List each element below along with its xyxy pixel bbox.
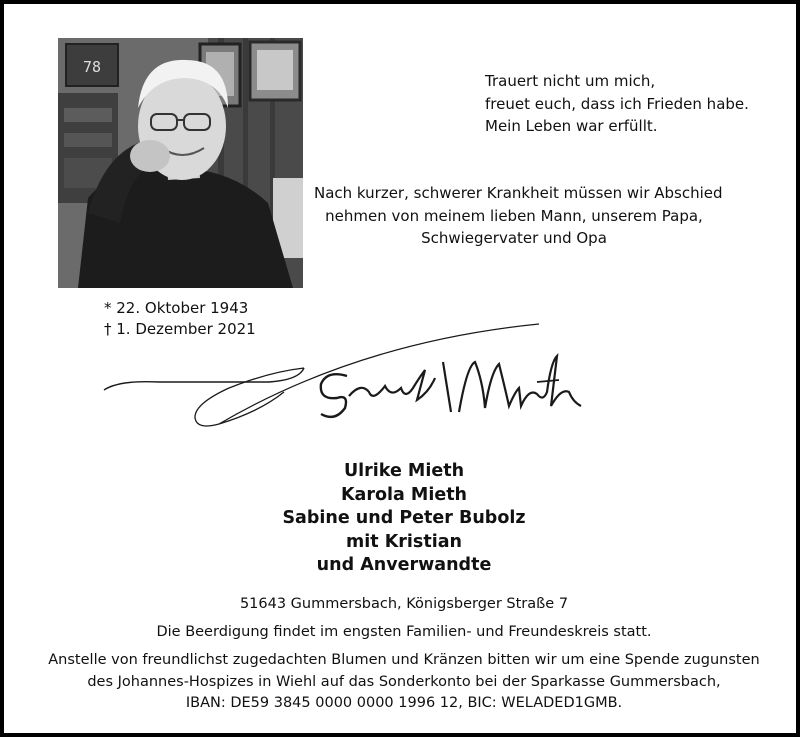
mourner-name: Sabine und Peter Bubolz [282, 508, 526, 528]
poem-line: Trauert nicht um mich, [485, 72, 656, 90]
birth-date: * 22. Oktober 1943 [104, 299, 249, 317]
announcement-text [314, 182, 723, 250]
poem-line: freuet euch, dass ich Frieden habe. [485, 94, 749, 113]
announcement-line: Schwiegervater und Opa [421, 229, 607, 247]
signature-image [99, 322, 599, 447]
address-line: 51643 Gummersbach, Königsberger Straße 7 [239, 596, 569, 612]
donation-line: des Johannes-Hospizes in Wiehl auf das Sonderkonto bei der Sparkasse Gummersbach, [87, 673, 721, 690]
announcement-line: nehmen von meinem lieben Mann, unserem Papa, [325, 206, 703, 225]
donation-line: IBAN: DE59 3845 0000 0000 1996 12, BIC: WELADED1GMB. [185, 695, 623, 711]
portrait-illustration [58, 38, 303, 288]
mourners-list [204, 460, 604, 578]
death-date: † 1. Dezember 2021 [104, 320, 256, 338]
donation-note [4, 650, 800, 715]
donation-line: Anstelle von freundlichst zugedachten Blumen und Kränzen bitten wir um eine Spende zugunsten [48, 652, 760, 668]
sign-number: 78 [82, 58, 102, 76]
mourner-name: Ulrike Mieth [343, 461, 465, 481]
funeral-note: Die Beerdigung findet im engsten Familien- und Freundeskreis statt. [156, 624, 652, 640]
mourner-name: mit Kristian [346, 531, 462, 552]
poem-line: Mein Leben war erfüllt. [485, 117, 658, 135]
announcement-line: Nach kurzer, schwerer Krankheit müssen wir Abschied [314, 184, 723, 202]
mourner-name: Karola Mieth [340, 484, 468, 505]
poem-text [485, 70, 749, 138]
mourner-name: und Anverwandte [316, 555, 492, 575]
portrait-photo [58, 38, 303, 288]
